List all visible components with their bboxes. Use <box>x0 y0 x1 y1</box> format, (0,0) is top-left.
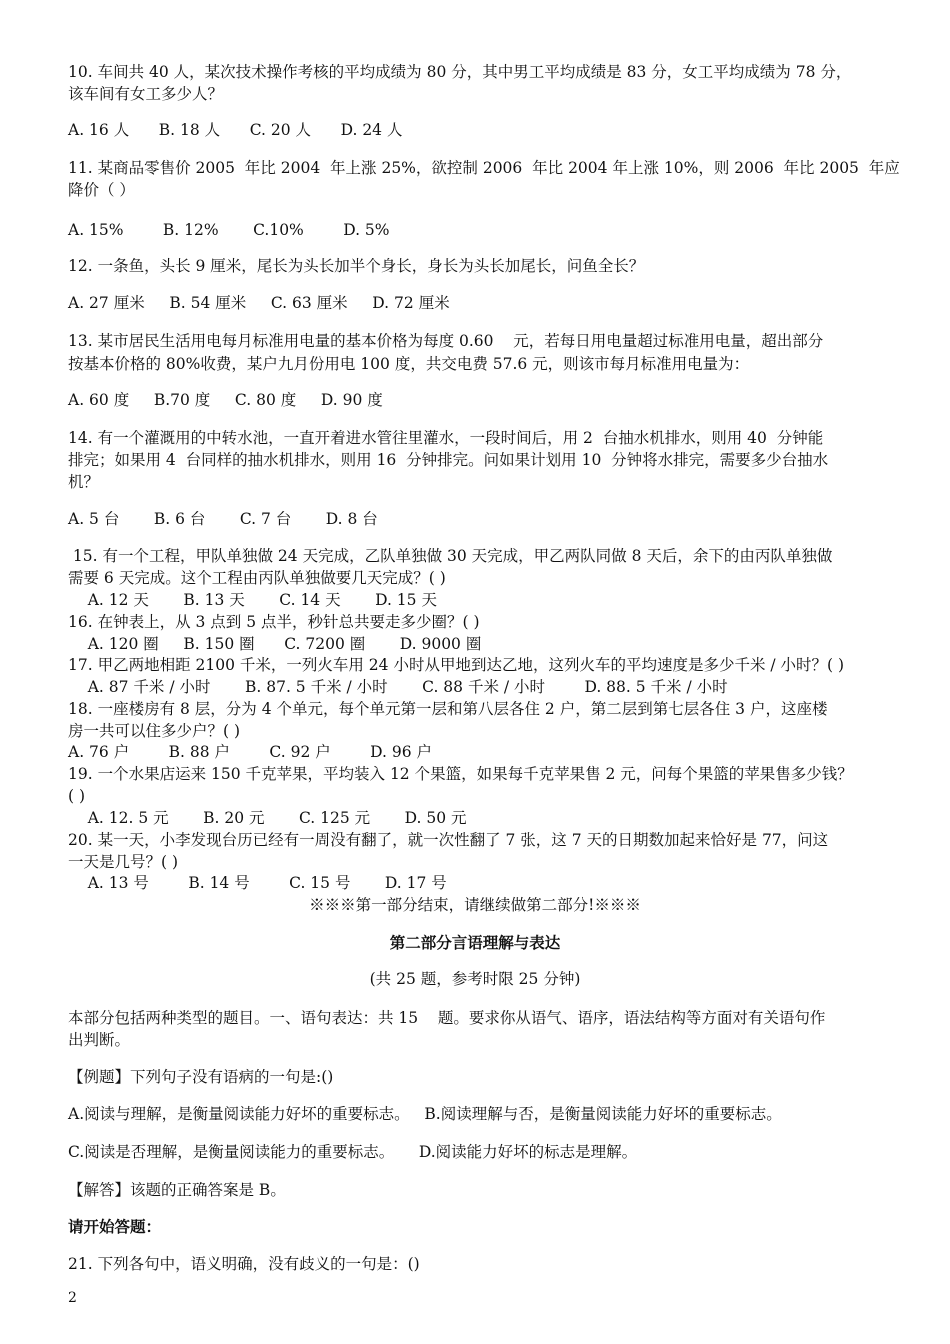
q15-options: A. 12 天 B. 13 天 C. 14 天 D. 15 天 <box>68 591 437 609</box>
q15-line1: 15. 有一个工程，甲队单独做 24 天完成，乙队单独做 30 天完成，甲乙两队同做 8 天后，余下的由丙队单独做 <box>68 547 833 565</box>
q15-line2: 需要 6 天完成。这个工程由丙队单独做要几天完成？( ) <box>68 569 446 587</box>
part2-intro-line2: 出判断。 <box>68 1031 131 1049</box>
q12-options: A. 27 厘米 B. 54 厘米 C. 63 厘米 D. 72 厘米 <box>68 294 450 312</box>
q14-options: A. 5 台 B. 6 台 C. 7 台 D. 8 台 <box>68 510 378 528</box>
q11-line2: 降价（ ） <box>68 181 135 199</box>
q17-options: A. 87 千米 / 小时 B. 87. 5 千米 / 小时 C. 88 千米 / 小时 D. 88. 5 千米 / 小时 <box>68 678 728 696</box>
q10-options: A. 16 人 B. 18 人 C. 20 人 D. 24 人 <box>68 121 403 139</box>
q16-line1: 16. 在钟表上，从 3 点到 5 点半，秒针总共要走多少圈？( ) <box>68 613 480 631</box>
part1-end-notice: ※※※第一部分结束，请继续做第二部分!※※※ <box>309 896 641 914</box>
q17-line1: 17. 甲乙两地相距 2100 千米，一列火车用 24 小时从甲地到达乙地，这列火车的平均速度是多少千米 / 小时？( ) <box>68 656 845 674</box>
q11-line1: 11. 某商品零售价 2005 年比 2004 年上涨 25%，欲控制 2006 年比 2004 年上涨 10%，则 2006 年比 2005 年应 <box>68 159 900 177</box>
page-number: 2 <box>68 1290 77 1306</box>
q10-line1: 10. 车间共 40 人，某次技术操作考核的平均成绩为 80 分，其中男工平均成绩是 83 分，女工平均成绩为 78 分， <box>68 63 852 81</box>
q18-line2: 房一共可以住多少户？( ) <box>68 722 241 740</box>
q18-line1: 18. 一座楼房有 8 层，分为 4 个单元，每个单元第一层和第八层各住 2 户，第二层到第七层各住 3 户，这座楼 <box>68 700 828 718</box>
q19-line2: ( ) <box>68 787 86 805</box>
q14-line2: 排完；如果用 4 台同样的抽水机排水，则用 16 分钟排完。问如果计划用 10 分钟将水排完，需要多少台抽水 <box>68 451 829 469</box>
start-prompt: 请开始答题： <box>68 1217 162 1236</box>
q20-options: A. 13 号 B. 14 号 C. 15 号 D. 17 号 <box>68 874 447 892</box>
example-options-ab: A.阅读与理解，是衡量阅读能力好坏的重要标志。 B.阅读理解与否，是衡量阅读能力好坏的重要标志。 <box>68 1105 782 1123</box>
q14-line1: 14. 有一个灌溉用的中转水池，一直开着进水管往里灌水，一段时间后，用 2 台抽水机排水，则用 40 分钟能 <box>68 429 824 447</box>
example-answer: 【解答】该题的正确答案是 B。 <box>68 1181 286 1199</box>
example-options-cd: C.阅读是否理解，是衡量阅读能力的重要标志。 D.阅读能力好坏的标志是理解。 <box>68 1143 638 1161</box>
example-question: 【例题】下列句子没有语病的一句是:() <box>68 1068 334 1086</box>
q12-line1: 12. 一条鱼，头长 9 厘米，尾长为头长加半个身长，身长为头长加尾长，问鱼全长？ <box>68 257 645 275</box>
part2-title: 第二部分言语理解与表达 <box>389 933 561 952</box>
q19-line1: 19. 一个水果店运来 150 千克苹果，平均装入 12 个果篮，如果每千克苹果售 2 元，问每个果篮的苹果售多少钱？ <box>68 765 853 783</box>
q13-line1: 13. 某市居民生活用电每月标准用电量的基本价格为每度 0.60 元，若每日用电量超过标准用电量，超出部分 <box>68 332 824 350</box>
q10-line2: 该车间有女工多少人？ <box>68 85 224 103</box>
q20-line2: 一天是几号？( ) <box>68 853 179 871</box>
q14-line3: 机？ <box>68 473 100 491</box>
part2-intro-line1: 本部分包括两种类型的题目。一、语句表达：共 15 题。要求你从语气、语序，语法结构等方面对有关语句作 <box>68 1009 826 1027</box>
q19-options: A. 12. 5 元 B. 20 元 C. 125 元 D. 50 元 <box>68 809 467 827</box>
q18-options: A. 76 户 B. 88 户 C. 92 户 D. 96 户 <box>68 743 433 761</box>
q11-options: A. 15% B. 12% C.10% D. 5% <box>68 221 390 239</box>
q13-options: A. 60 度 B.70 度 C. 80 度 D. 90 度 <box>68 391 383 409</box>
q20-line1: 20. 某一天，小李发现台历已经有一周没有翻了，就一次性翻了 7 张，这 7 天的日期数加起来恰好是 77，问这 <box>68 831 829 849</box>
q13-line2: 按基本价格的 80%收费，某户九月份用电 100 度，共交电费 57.6 元，则该市每月标准用电量为： <box>68 355 750 373</box>
part2-subtitle: (共 25 题，参考时限 25 分钟) <box>369 970 581 988</box>
q21-line1: 21. 下列各句中，语义明确，没有歧义的一句是：() <box>68 1255 420 1273</box>
q16-options: A. 120 圈 B. 150 圈 C. 7200 圈 D. 9000 圈 <box>68 635 482 653</box>
